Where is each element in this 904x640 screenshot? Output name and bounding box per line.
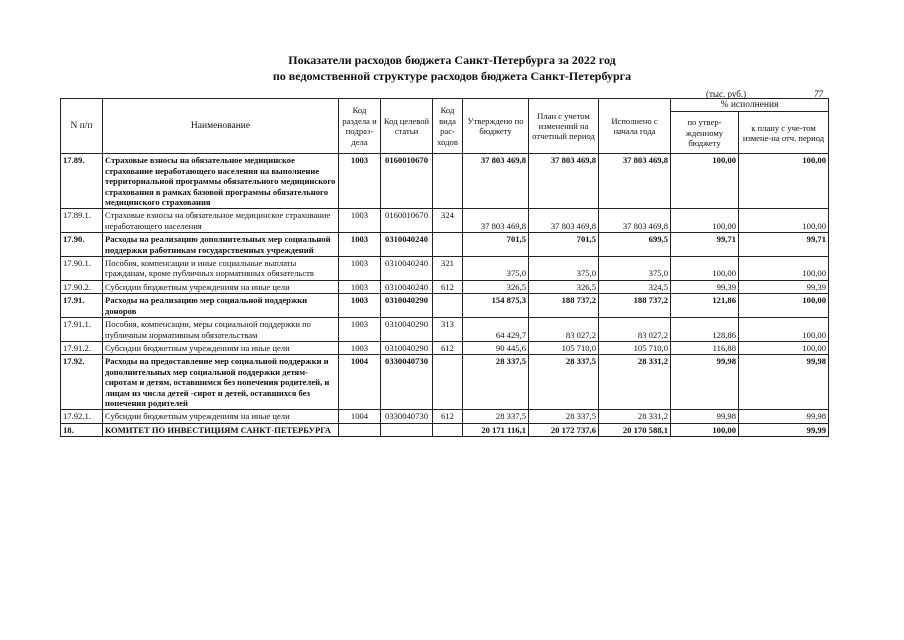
row-kind-code: 612 bbox=[433, 280, 463, 293]
row-number: 17.91. bbox=[61, 294, 103, 318]
row-section-code bbox=[339, 423, 381, 436]
row-approved: 37 803 469,8 bbox=[463, 209, 529, 233]
row-kind-code: 313 bbox=[433, 318, 463, 342]
table-row bbox=[61, 154, 829, 209]
header-target: Код целевой статьи bbox=[381, 99, 433, 154]
row-plan: 28 337,5 bbox=[529, 410, 599, 423]
row-plan: 37 803 469,8 bbox=[529, 209, 599, 233]
row-approved: 64 429,7 bbox=[463, 318, 529, 342]
row-section-code: 1003 bbox=[339, 280, 381, 293]
row-kind-code bbox=[433, 154, 463, 209]
row-pct-budget: 99,98 bbox=[671, 410, 739, 423]
header-percent: % исполнения bbox=[671, 99, 829, 112]
row-number: 17.90. bbox=[61, 233, 103, 257]
row-executed: 188 737,2 bbox=[599, 294, 671, 318]
table-row bbox=[61, 410, 829, 423]
row-name: Страховые взносы на обязательное медицинское страхование неработающего населения на выполнение территориальной программы обязательного медицинского страхования в рамках базовой программы обязательного медицинского страхования bbox=[103, 154, 339, 209]
row-executed: 699,5 bbox=[599, 233, 671, 257]
row-number: 17.91.2. bbox=[61, 341, 103, 354]
row-approved: 28 337,5 bbox=[463, 410, 529, 423]
row-number: 17.90.1. bbox=[61, 257, 103, 281]
report-title-line2: по ведомственной структуре расходов бюджета Санкт-Петербурга bbox=[272, 69, 632, 83]
row-section-code: 1003 bbox=[339, 341, 381, 354]
row-section-code: 1003 bbox=[339, 257, 381, 281]
row-section-code: 1003 bbox=[339, 318, 381, 342]
row-plan: 37 803 469,8 bbox=[529, 154, 599, 209]
row-executed: 37 803 469,8 bbox=[599, 209, 671, 233]
row-name: Расходы на реализацию дополнительных мер социальной поддержки работникам государственных учреждений bbox=[103, 233, 339, 257]
row-plan: 188 737,2 bbox=[529, 294, 599, 318]
row-section-code: 1003 bbox=[339, 209, 381, 233]
row-kind-code bbox=[433, 423, 463, 436]
row-plan: 105 710,0 bbox=[529, 341, 599, 354]
header-plan: План с учетом изменений на отчетный период bbox=[529, 99, 599, 154]
header-section: Код раздела и подраз-дела bbox=[339, 99, 381, 154]
table-body bbox=[61, 154, 829, 437]
row-section-code: 1004 bbox=[339, 355, 381, 410]
row-plan: 28 337,5 bbox=[529, 355, 599, 410]
row-approved: 701,5 bbox=[463, 233, 529, 257]
header-pct-plan: к плану с уче-том измене-на отч. период bbox=[739, 112, 829, 154]
row-name: Субсидии бюджетным учреждениям на иные цели bbox=[103, 280, 339, 293]
row-target-code: 0160010670 bbox=[381, 154, 433, 209]
row-pct-budget: 99,39 bbox=[671, 280, 739, 293]
row-approved: 90 445,6 bbox=[463, 341, 529, 354]
row-pct-budget: 100,00 bbox=[671, 209, 739, 233]
row-pct-budget: 100,00 bbox=[671, 257, 739, 281]
row-kind-code: 612 bbox=[433, 341, 463, 354]
row-number: 18. bbox=[61, 423, 103, 436]
header-name: Наименование bbox=[103, 99, 339, 154]
row-number: 17.91.1. bbox=[61, 318, 103, 342]
header-kind: Код вида рас-ходов bbox=[433, 99, 463, 154]
row-executed: 28 331,2 bbox=[599, 410, 671, 423]
row-name: Пособия, компенсации и иные социальные выплаты гражданам, кроме публичных нормативных обязательств bbox=[103, 257, 339, 281]
row-approved: 28 337,5 bbox=[463, 355, 529, 410]
table-row bbox=[61, 355, 829, 410]
row-kind-code: 612 bbox=[433, 410, 463, 423]
row-name: КОМИТЕТ ПО ИНВЕСТИЦИЯМ САНКТ-ПЕТЕРБУРГА bbox=[103, 423, 339, 436]
row-pct-budget: 121,86 bbox=[671, 294, 739, 318]
table-row bbox=[61, 233, 829, 257]
row-target-code: 0160010670 bbox=[381, 209, 433, 233]
table-row bbox=[61, 280, 829, 293]
row-approved: 375,0 bbox=[463, 257, 529, 281]
row-executed: 105 710,0 bbox=[599, 341, 671, 354]
row-target-code: 0330040730 bbox=[381, 410, 433, 423]
row-approved: 37 803 469,8 bbox=[463, 154, 529, 209]
header-approved: Утверждено по бюджету bbox=[463, 99, 529, 154]
report-title-line1: Показатели расходов бюджета Санкт-Петербурга за 2022 год bbox=[288, 53, 616, 67]
row-pct-plan: 100,00 bbox=[739, 294, 829, 318]
row-number: 17.89.1. bbox=[61, 209, 103, 233]
row-plan: 83 027,2 bbox=[529, 318, 599, 342]
row-plan: 20 172 737,6 bbox=[529, 423, 599, 436]
row-kind-code bbox=[433, 355, 463, 410]
row-approved: 326,5 bbox=[463, 280, 529, 293]
row-target-code: 0310040290 bbox=[381, 294, 433, 318]
row-section-code: 1004 bbox=[339, 410, 381, 423]
row-plan: 326,5 bbox=[529, 280, 599, 293]
row-plan: 701,5 bbox=[529, 233, 599, 257]
row-pct-plan: 99,39 bbox=[739, 280, 829, 293]
row-executed: 324,5 bbox=[599, 280, 671, 293]
row-target-code: 0310040240 bbox=[381, 257, 433, 281]
table-row bbox=[61, 294, 829, 318]
row-pct-budget: 128,86 bbox=[671, 318, 739, 342]
row-name: Субсидии бюджетным учреждениям на иные цели bbox=[103, 410, 339, 423]
table-row bbox=[61, 257, 829, 281]
row-executed: 375,0 bbox=[599, 257, 671, 281]
row-pct-plan: 100,00 bbox=[739, 341, 829, 354]
row-approved: 154 875,3 bbox=[463, 294, 529, 318]
row-pct-plan: 99,98 bbox=[739, 355, 829, 410]
header-pct-budget: по утвер-жденному бюджету bbox=[671, 112, 739, 154]
row-kind-code bbox=[433, 233, 463, 257]
row-section-code: 1003 bbox=[339, 294, 381, 318]
row-name: Пособия, компенсации, меры социальной поддержки по публичным нормативным обязательствам bbox=[103, 318, 339, 342]
row-pct-budget: 100,00 bbox=[671, 423, 739, 436]
header-executed: Исполнено с начала года bbox=[599, 99, 671, 154]
row-pct-plan: 99,71 bbox=[739, 233, 829, 257]
row-number: 17.92. bbox=[61, 355, 103, 410]
header-num: N п/п bbox=[61, 99, 103, 154]
row-executed: 37 803 469,8 bbox=[599, 154, 671, 209]
page-number: 77 bbox=[814, 89, 823, 99]
row-pct-budget: 99,71 bbox=[671, 233, 739, 257]
row-kind-code: 321 bbox=[433, 257, 463, 281]
row-section-code: 1003 bbox=[339, 233, 381, 257]
row-executed: 20 170 588,1 bbox=[599, 423, 671, 436]
units-label: (тыс. руб.) bbox=[706, 89, 747, 99]
row-pct-budget: 116,88 bbox=[671, 341, 739, 354]
table-row bbox=[61, 341, 829, 354]
row-pct-plan: 100,00 bbox=[739, 154, 829, 209]
row-section-code: 1003 bbox=[339, 154, 381, 209]
row-target-code: 0330040730 bbox=[381, 355, 433, 410]
row-name: Страховые взносы на обязательное медицинское страхование неработающего населения bbox=[103, 209, 339, 233]
row-pct-plan: 100,00 bbox=[739, 257, 829, 281]
row-target-code: 0310040290 bbox=[381, 341, 433, 354]
row-pct-budget: 99,98 bbox=[671, 355, 739, 410]
table-row bbox=[61, 318, 829, 342]
row-target-code: 0310040240 bbox=[381, 280, 433, 293]
row-number: 17.89. bbox=[61, 154, 103, 209]
row-executed: 83 027,2 bbox=[599, 318, 671, 342]
row-kind-code bbox=[433, 294, 463, 318]
row-target-code: 0310040290 bbox=[381, 318, 433, 342]
expenses-table bbox=[60, 98, 829, 437]
row-number: 17.90.2. bbox=[61, 280, 103, 293]
row-executed: 28 331,2 bbox=[599, 355, 671, 410]
row-name: Расходы на предоставление мер социальной поддержки и дополнительных мер социальной поддержки детям-сиротам и детям, оставшимся без попечения родителей, и лицам из числа детей -сирот и детей, оставшихся без попечения родителей bbox=[103, 355, 339, 410]
row-name: Расходы на реализацию мер социальной поддержки доноров bbox=[103, 294, 339, 318]
row-target-code: 0310040240 bbox=[381, 233, 433, 257]
table-row bbox=[61, 423, 829, 436]
row-plan: 375,0 bbox=[529, 257, 599, 281]
row-pct-budget: 100,00 bbox=[671, 154, 739, 209]
row-approved: 20 171 116,1 bbox=[463, 423, 529, 436]
row-number: 17.92.1. bbox=[61, 410, 103, 423]
table-row bbox=[61, 209, 829, 233]
row-pct-plan: 100,00 bbox=[739, 209, 829, 233]
row-name: Субсидии бюджетным учреждениям на иные цели bbox=[103, 341, 339, 354]
row-pct-plan: 99,99 bbox=[739, 423, 829, 436]
row-pct-plan: 100,00 bbox=[739, 318, 829, 342]
row-pct-plan: 99,98 bbox=[739, 410, 829, 423]
row-target-code bbox=[381, 423, 433, 436]
row-kind-code: 324 bbox=[433, 209, 463, 233]
